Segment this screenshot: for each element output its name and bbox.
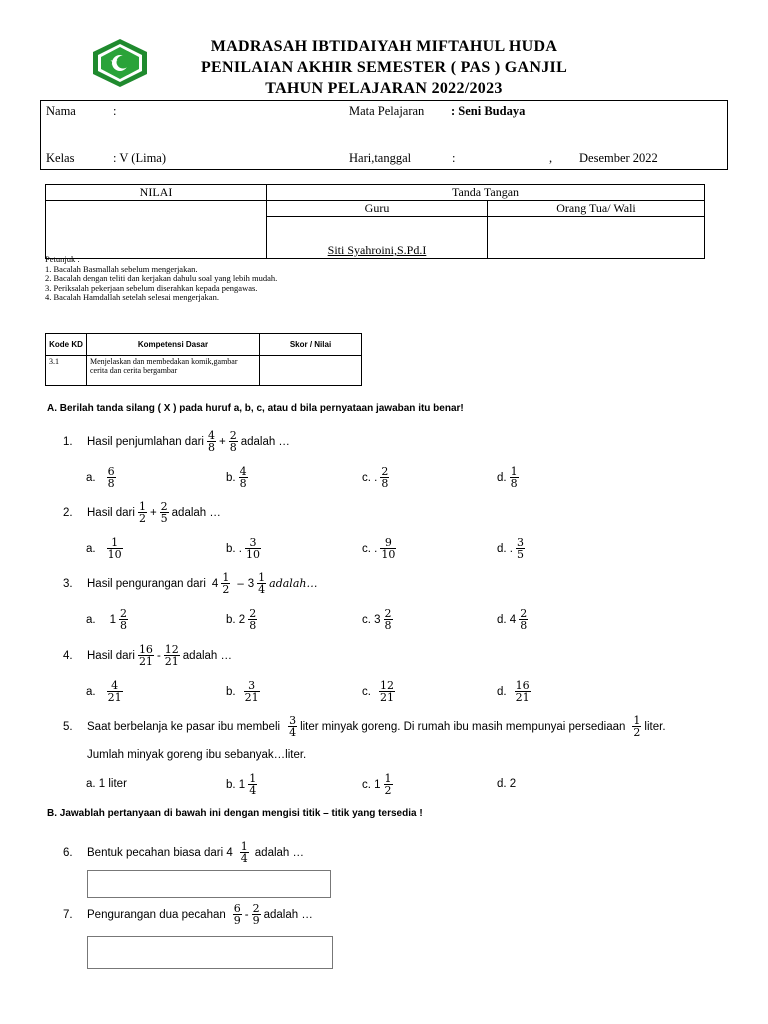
option-c[interactable]: c. . $\frac{2}{8}$ bbox=[362, 465, 389, 490]
fraction: $\frac{1}{4}$ bbox=[240, 840, 248, 865]
answer-box-7[interactable] bbox=[87, 936, 333, 969]
question-number: 3. bbox=[63, 577, 73, 590]
operator: - bbox=[156, 649, 161, 662]
instructions bbox=[45, 255, 277, 303]
question-5 bbox=[63, 715, 666, 738]
instructions-title: Petunjuk : bbox=[45, 254, 80, 264]
question-7 bbox=[63, 903, 313, 926]
question-6 bbox=[63, 841, 304, 864]
question-text: Hasil pengurangan dari bbox=[87, 577, 206, 590]
fraction: $\frac{1}{4}$ bbox=[258, 571, 266, 596]
question-2 bbox=[63, 501, 221, 524]
option-c[interactable]: c. 1 $\frac{1}{2}$ bbox=[362, 772, 392, 797]
option-d[interactable]: d. 2 bbox=[497, 778, 517, 790]
student-identity-box bbox=[40, 100, 728, 170]
fraction: $\frac{16}{21}$ bbox=[138, 643, 153, 668]
option-a[interactable]: a. 1 liter bbox=[86, 778, 127, 790]
grade-cell bbox=[46, 201, 267, 259]
fraction: $\frac{12}{21}$ bbox=[164, 643, 179, 668]
fraction: $\frac{4}{8}$ bbox=[207, 429, 215, 454]
signature-header: Tanda Tangan bbox=[267, 185, 705, 201]
question-text: liter. bbox=[644, 720, 666, 733]
fraction: $\frac{2}{9}$ bbox=[252, 902, 260, 927]
question-4 bbox=[63, 644, 232, 667]
kd-score-cell bbox=[260, 356, 362, 386]
option-c[interactable]: c. $\frac{12}{21}$ bbox=[362, 679, 394, 704]
question-text: Saat berbelanja ke pasar ibu membeli bbox=[87, 720, 281, 733]
question-5-line-2: Jumlah minyak goreng ibu sebanyak…liter. bbox=[87, 749, 307, 761]
option-d[interactable]: d. . $\frac{3}{5}$ bbox=[497, 536, 524, 561]
name-colon: : bbox=[113, 104, 117, 118]
option-b[interactable]: b. 2 $\frac{2}{8}$ bbox=[226, 607, 257, 632]
question-text: adalah … bbox=[254, 846, 305, 859]
kd-code-header: Kode KD bbox=[46, 334, 87, 356]
instruction-item: 2. Bacalah dengan teliti dan kerjakan dahulu soal yang lebih mudah. bbox=[45, 273, 278, 283]
instruction-item: 3. Periksalah pekerjaan sebelum diserahkan kepada pengawas. bbox=[45, 282, 258, 293]
fraction: $\frac{2}{8}$ bbox=[229, 429, 237, 454]
academic-year: TAHUN PELAJARAN 2022/2023 bbox=[265, 80, 503, 97]
question-text: Hasil dari bbox=[87, 649, 135, 662]
answer-box-6[interactable] bbox=[87, 870, 331, 898]
option-a[interactable]: a. $\frac{4}{21}$ bbox=[86, 679, 122, 704]
option-d[interactable]: d. $\frac{1}{8}$ bbox=[497, 465, 518, 490]
option-b[interactable]: b. $\frac{3}{21}$ bbox=[226, 679, 259, 704]
question-number: 5. bbox=[63, 720, 73, 733]
option-b[interactable]: b. $\frac{4}{8}$ bbox=[226, 465, 247, 490]
exam-title: PENILAIAN AKHIR SEMESTER ( PAS ) GANJIL bbox=[200, 59, 568, 76]
date-colon: : bbox=[452, 151, 456, 165]
date-month: Desember 2022 bbox=[579, 151, 658, 165]
fraction: $\frac{6}{9}$ bbox=[233, 902, 241, 927]
instruction-item: 1. Bacalah Basmallah sebelum mengerjakan. bbox=[45, 263, 198, 274]
grade-signature-table bbox=[45, 184, 705, 259]
question-number: 2. bbox=[63, 506, 73, 519]
school-name: MADRASAH IBTIDAIYAH MIFTAHUL HUDA bbox=[210, 38, 558, 55]
question-number: 7. bbox=[63, 908, 73, 921]
kd-score-header: Skor / Nilai bbox=[260, 334, 362, 356]
option-d[interactable]: d. 4 $\frac{2}{8}$ bbox=[497, 607, 528, 632]
fraction: $\frac{2}{5}$ bbox=[160, 500, 168, 525]
subject-value: : Seni Budaya bbox=[451, 104, 526, 118]
question-text: Hasil dari bbox=[87, 506, 135, 519]
parent-signature-cell bbox=[488, 217, 705, 259]
question-text: Bentuk pecahan biasa dari 4 bbox=[87, 846, 233, 859]
class-value: : V (Lima) bbox=[113, 151, 167, 165]
fraction: $\frac{1}{2}$ bbox=[222, 571, 230, 596]
whole-number: 3 bbox=[247, 577, 255, 590]
section-b-instruction: B. Jawablah pertanyaan di bawah ini dengan mengisi titik – titik yang tersedia ! bbox=[47, 808, 423, 819]
option-d[interactable]: d. $\frac{16}{21}$ bbox=[497, 679, 530, 704]
option-c[interactable]: c. . $\frac{9}{10}$ bbox=[362, 536, 396, 561]
instruction-item: 4. Bacalah Hamdallah setelah selesai mengerjakan. bbox=[45, 292, 219, 302]
fraction: $\frac{3}{4}$ bbox=[289, 714, 297, 739]
fraction: $\frac{1}{2}$ bbox=[633, 714, 641, 739]
question-text: Hasil penjumlahan dari bbox=[87, 435, 204, 448]
question-text: adalah … bbox=[182, 649, 233, 662]
kd-competency-header: Kompetensi Dasar bbox=[87, 334, 260, 356]
option-a[interactable]: a. 1 $\frac{2}{8}$ bbox=[86, 607, 127, 632]
option-a[interactable]: a. $\frac{1}{10}$ bbox=[86, 536, 122, 561]
grade-header: NILAI bbox=[46, 185, 267, 201]
question-text: liter minyak goreng. Di rumah ibu masih mempunyai persediaan bbox=[300, 720, 626, 733]
question-3 bbox=[63, 572, 317, 595]
date-label: Hari,tanggal bbox=[349, 151, 412, 165]
name-label: Nama bbox=[46, 104, 76, 118]
teacher-header: Guru bbox=[267, 201, 488, 217]
subject-label: Mata Pelajaran bbox=[349, 104, 425, 118]
option-b[interactable]: b. 1 $\frac{1}{4}$ bbox=[226, 772, 257, 797]
fraction: $\frac{1}{2}$ bbox=[138, 500, 146, 525]
operator: + bbox=[149, 506, 157, 519]
question-text: adalah … bbox=[240, 435, 290, 448]
operator: – bbox=[237, 577, 244, 590]
kd-code: 3.1 bbox=[46, 356, 87, 386]
question-text: adalah… bbox=[269, 577, 318, 590]
option-c[interactable]: c. 3 $\frac{2}{8}$ bbox=[362, 607, 392, 632]
parent-header: Orang Tua/ Wali bbox=[488, 201, 705, 217]
class-label: Kelas bbox=[46, 151, 75, 165]
kd-description: Menjelaskan dan membedakan komik,gambar cerita dan cerita bergambar bbox=[87, 356, 260, 386]
whole-number: 4 bbox=[211, 577, 219, 590]
operator: - bbox=[244, 908, 249, 921]
question-text: Pengurangan dua pecahan bbox=[87, 908, 226, 921]
section-a-instruction: A. Berilah tanda silang ( X ) pada huruf a, b, c, atau d bila pernyataan jawaban itu benar! bbox=[47, 403, 464, 414]
date-comma: , bbox=[549, 151, 553, 165]
question-1 bbox=[63, 430, 290, 453]
question-number: 4. bbox=[63, 649, 73, 662]
option-a[interactable]: a. $\frac{6}{8}$ bbox=[86, 465, 115, 490]
option-b[interactable]: b. . $\frac{3}{10}$ bbox=[226, 536, 260, 561]
operator: + bbox=[218, 435, 226, 448]
question-text: adalah … bbox=[171, 506, 221, 519]
competency-table bbox=[45, 333, 362, 386]
question-number: 1. bbox=[63, 435, 73, 448]
question-number: 6. bbox=[63, 846, 73, 859]
question-text: adalah … bbox=[263, 908, 313, 921]
teacher-name: Siti Syahroini,S.Pd.I bbox=[267, 217, 488, 259]
